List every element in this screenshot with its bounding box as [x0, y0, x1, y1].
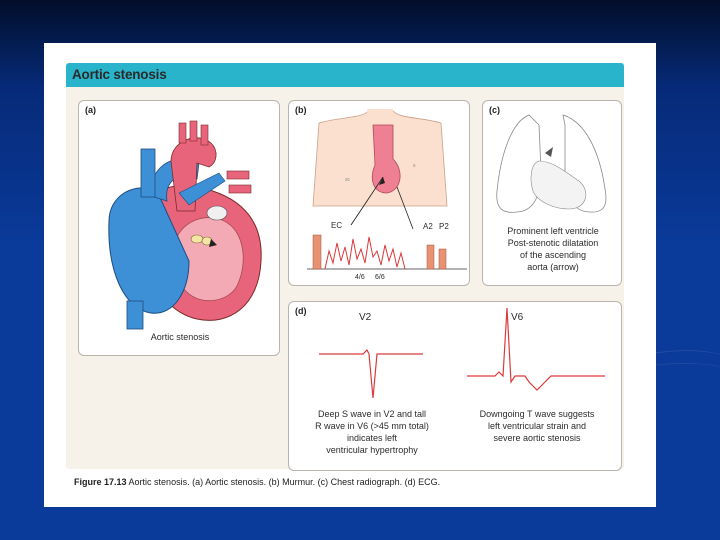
panel-a-caption: Aortic stenosis [150, 332, 210, 342]
v6-text-line-3: severe aortic stenosis [493, 433, 581, 443]
panel-a-label: (a) [85, 105, 96, 115]
v2-text-line-1: Deep S wave in V2 and tall [317, 409, 427, 419]
figure-caption [74, 477, 440, 487]
panel-a [78, 100, 280, 356]
figure-title: Aortic stenosis [72, 67, 167, 82]
title-bar [66, 63, 624, 87]
p2-label: P2 [439, 222, 449, 231]
ec-label: EC [331, 221, 343, 230]
fraction-left: 4/6 [355, 274, 365, 281]
panel-c-label: (c) [489, 105, 500, 115]
lead-v6-label: V6 [511, 312, 524, 323]
v6-text-line-1: Downgoing T wave suggests [479, 409, 595, 419]
chest-mark-sc: sc [345, 177, 350, 183]
radiograph-line-2: Post-stenotic dilatation [507, 238, 599, 248]
v2-text-line-4: ventricular hypertrophy [326, 445, 418, 455]
chest-mark-s: s [413, 163, 416, 169]
panel-d-label: (d) [295, 306, 307, 316]
chest-illustration [289, 101, 471, 287]
panel-b [288, 100, 470, 286]
lead-v2-label: V2 [359, 312, 372, 323]
v2-text-line-3: indicates left [346, 433, 398, 443]
radiograph-line-1: Prominent left ventricle [507, 226, 599, 236]
panel-d [288, 301, 622, 471]
figure-caption-text: Aortic stenosis. (a) Aortic stenosis. (b) Murmur. (c) Chest radiograph. (d) ECG. [128, 477, 441, 487]
figure-caption-label: Figure 17.13 [74, 477, 127, 487]
panel-b-label: (b) [295, 105, 307, 115]
a2-label: A2 [423, 222, 433, 231]
fraction-right: 6/6 [375, 274, 385, 281]
figure-17-13 [66, 63, 624, 487]
radiograph-line-4: aorta (arrow) [527, 262, 579, 272]
v6-text-line-2: left ventricular strain and [487, 421, 587, 431]
radiograph-line-3: of the ascending [519, 250, 587, 260]
panel-c [482, 100, 622, 286]
slide [44, 43, 656, 507]
heart-illustration [79, 101, 281, 357]
v2-text-line-2: R wave in V6 (>45 mm total) [315, 421, 429, 431]
